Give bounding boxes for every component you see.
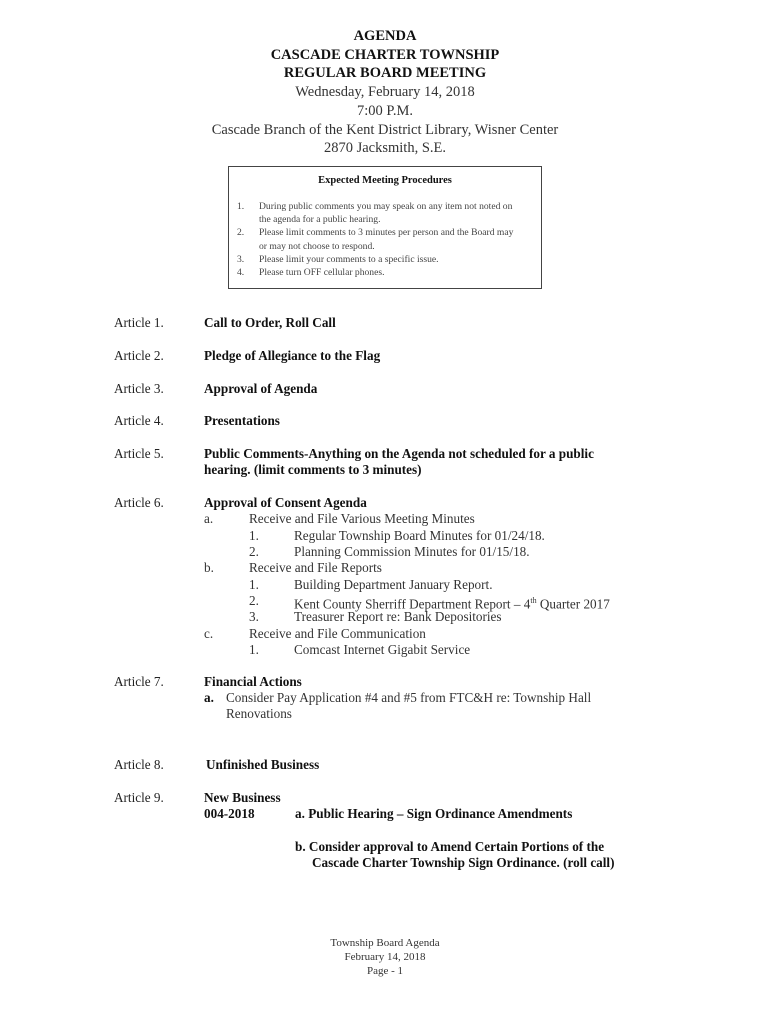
header-time: 7:00 P.M. — [356, 102, 413, 119]
article-label: Article 5. — [114, 446, 164, 461]
ordinal-suffix: th — [530, 596, 537, 605]
procedures-list — [229, 200, 541, 279]
procedure-item — [229, 200, 541, 226]
consent-subitem-number: 2. — [249, 593, 259, 608]
procedure-text: Please limit comments to 3 minutes per person and the Board may or may not choose to respond. — [259, 227, 514, 252]
article-title: New Business — [204, 790, 281, 805]
consent-text: Receive and File Reports — [249, 560, 382, 575]
consent-subitem-text: Comcast Internet Gigabit Service — [294, 642, 471, 657]
consent-letter: a. — [204, 511, 214, 526]
new-business-item-b-line2: Cascade Charter Township Sign Ordinance. (roll call) — [312, 855, 615, 870]
procedure-number: 1. — [237, 201, 245, 212]
article-title: Approval of Agenda — [204, 381, 318, 396]
consent-subitem-number: 1. — [249, 577, 259, 592]
consent-subitem-text: Planning Commission Minutes for 01/15/18. — [294, 544, 530, 559]
header-township: CASCADE CHARTER TOWNSHIP — [270, 46, 500, 63]
header-date: Wednesday, February 14, 2018 — [295, 84, 475, 101]
consent-letter: c. — [204, 626, 214, 641]
financial-text: Consider Pay Application #4 and #5 from FTC&H re: Township Hall Renovations — [226, 690, 592, 722]
sheriff-report-text: Kent County Sherriff Department Report – 4 — [294, 596, 531, 612]
footer-date: February 14, 2018 — [344, 950, 426, 963]
procedure-text: Please limit your comments to a specific issue. — [259, 253, 439, 265]
consent-text: Receive and File Various Meeting Minutes — [249, 511, 475, 526]
article-title: Pledge of Allegiance to the Flag — [204, 348, 381, 363]
header-agenda: AGENDA — [353, 28, 417, 44]
procedure-text: Please turn OFF cellular phones. — [259, 267, 385, 279]
procedure-item — [229, 226, 541, 252]
financial-item-a — [204, 690, 634, 723]
consent-subitem-number: 2. — [249, 544, 259, 559]
article-label: Article 9. — [114, 790, 164, 805]
new-business-code: 004-2018 — [204, 806, 255, 821]
consent-subitem-number: 3. — [249, 609, 259, 624]
new-business-item-a: a. Public Hearing – Sign Ordinance Amendments — [295, 806, 573, 821]
consent-text: Receive and File Communication — [249, 626, 426, 641]
meeting-procedures-box — [228, 166, 542, 289]
agenda-header — [0, 27, 770, 158]
article-label: Article 2. — [114, 348, 164, 363]
article-label: Article 6. — [114, 495, 164, 510]
article-label: Article 1. — [114, 315, 164, 330]
article-title: Presentations — [204, 413, 280, 428]
article-label: Article 7. — [114, 674, 164, 689]
article-title: Public Comments-Anything on the Agenda not scheduled for a public hearing. (limit comments to 3 minutes) — [204, 446, 594, 478]
procedure-item — [229, 266, 541, 279]
procedure-number: 2. — [237, 227, 245, 239]
article-label: Article 4. — [114, 413, 164, 428]
procedure-number: 3. — [237, 253, 245, 265]
article-title: Approval of Consent Agenda — [204, 495, 367, 510]
header-address: 2870 Jacksmith, S.E. — [323, 140, 447, 157]
procedure-number: 4. — [237, 267, 245, 279]
sheriff-report-quarter: Quarter 2017 — [536, 596, 610, 612]
header-meeting-type: REGULAR BOARD MEETING — [283, 65, 487, 82]
new-business-item-b-line1: b. Consider approval to Amend Certain Portions of the — [295, 839, 605, 854]
procedure-item — [229, 253, 541, 266]
header-location: Cascade Branch of the Kent District Library, Wisner Center — [211, 121, 559, 138]
consent-subitem-text: Building Department January Report. — [294, 577, 493, 592]
article-title: Unfinished Business — [206, 757, 320, 772]
procedure-text: During public comments you may speak on any item not noted on the agenda for a public hearing. — [259, 201, 513, 226]
consent-subitem-number: 1. — [249, 642, 259, 657]
consent-letter: b. — [204, 560, 214, 575]
page-footer — [0, 937, 770, 978]
article-title: Call to Order, Roll Call — [204, 315, 336, 330]
footer-page-number: Page - 1 — [366, 964, 404, 977]
financial-letter: a. — [204, 690, 214, 705]
consent-subitem-text: Treasurer Report re: Bank Depositories — [294, 609, 502, 624]
article-title: Financial Actions — [204, 674, 302, 689]
article-label: Article 8. — [114, 757, 164, 772]
article-label: Article 3. — [114, 381, 164, 396]
footer-title: Township Board Agenda — [330, 937, 440, 949]
consent-subitem-number: 1. — [249, 528, 259, 543]
procedures-title: Expected Meeting Procedures — [318, 175, 452, 186]
consent-subitem-text: Regular Township Board Minutes for 01/24/18. — [294, 528, 545, 543]
